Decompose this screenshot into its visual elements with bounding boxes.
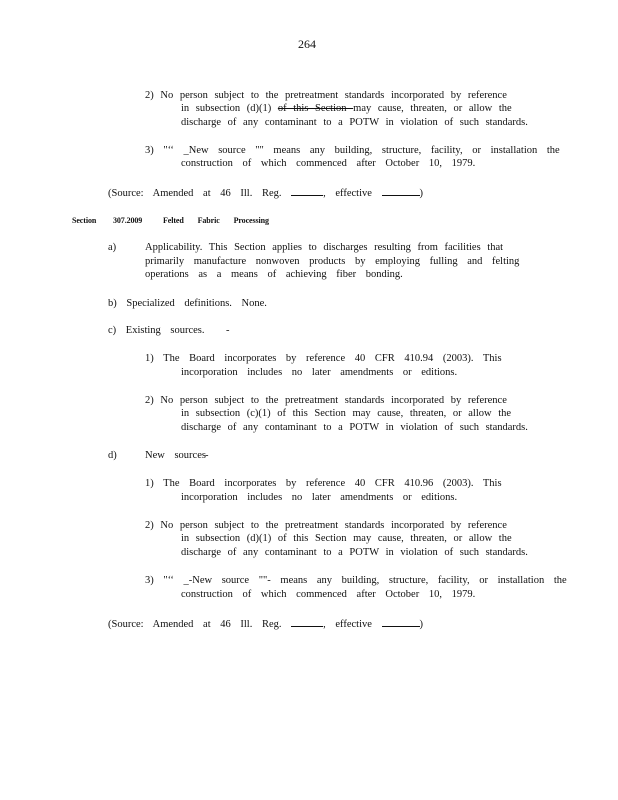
d-item2-line3: discharge of any contaminant to a POTW in violation of such standards. [181,547,528,558]
c-item2-line3: discharge of any contaminant to a POTW in violation of such standards. [181,422,528,433]
source-note-1-close: ) [419,188,424,199]
new-sources-label: New sources [145,450,206,461]
page-number: 264 [298,37,316,51]
section-number: 307.2009 [113,216,143,225]
prev-item3-line2: construction of which commenced after October 10, 1979. [181,158,476,169]
prev-item3-line1: 3) "‘‘ _New source "" means any building, structure, facility, or installation the [145,145,560,156]
prev-item2-line2-post: may cause, threaten, or allow the [353,103,512,114]
d-item1-line1: 1) The Board incorporates by reference 40 CFR 410.96 (2003). This [145,478,502,489]
prev-item2-line3: discharge of any contaminant to a POTW in violation of such standards. [181,117,528,128]
d-item3-line1: 3) "‘‘ _-New source ""- means any building, structure, facility, or installation the [145,575,567,586]
deleted-text: of this Section [277,103,354,114]
prev-item2-line2-pre: in subsection (d)(1) [181,103,278,114]
source-note-1-prefix: (Source: Amended at 46 Ill. Reg. [108,188,282,199]
source-note-2 [108,616,423,631]
specialized-definitions: b) Specialized definitions. None. [108,298,267,309]
c-item2-line1: 2) No person subject to the pretreatment standards incorporated by reference [145,395,507,406]
subsection-a-marker: a) [108,242,117,253]
new-sources-dash: - [205,450,209,461]
applicability-line2: primarily manufacture nonwoven products by employing fulling and felting [145,256,520,267]
blank-line [382,185,420,196]
blank-line [382,616,420,627]
c-item2-line2: in subsection (c)(1) of this Section may cause, threaten, or allow the [181,408,512,419]
subsection-d-marker: d) [108,450,117,461]
blank-line [291,616,323,627]
prev-item2-line1: 2) No person subject to the pretreatment standards incorporated by reference [145,90,507,101]
d-item1-line2: incorporation includes no later amendments or editions. [181,492,458,503]
source-note-2-sep: , effective [323,619,372,630]
existing-sources-dash: - [226,325,230,336]
d-item2-line2: in subsection (d)(1) of this Section may cause, threaten, or allow the [181,533,512,544]
c-item1-line2: incorporation includes no later amendments or editions. [181,367,458,378]
existing-sources-label: c) Existing sources. [108,325,205,336]
blank-line [291,185,323,196]
section-label: Section [72,216,97,225]
source-note-2-prefix: (Source: Amended at 46 Ill. Reg. [108,619,282,630]
source-note-2-close: ) [419,619,424,630]
source-note-1-sep: , effective [323,188,372,199]
prev-item2-line2 [181,102,512,115]
d-item2-line1: 2) No person subject to the pretreatment standards incorporated by reference [145,520,507,531]
section-title: Felted Fabric Processing [163,216,269,225]
source-note-1 [108,185,423,200]
c-item1-line1: 1) The Board incorporates by reference 40 CFR 410.94 (2003). This [145,353,502,364]
applicability-line3: operations as a means of achieving fiber bonding. [145,269,403,280]
d-item3-line2: construction of which commenced after October 10, 1979. [181,589,476,600]
applicability-line1: Applicability. This Section applies to discharges resulting from facilities that [145,242,504,253]
